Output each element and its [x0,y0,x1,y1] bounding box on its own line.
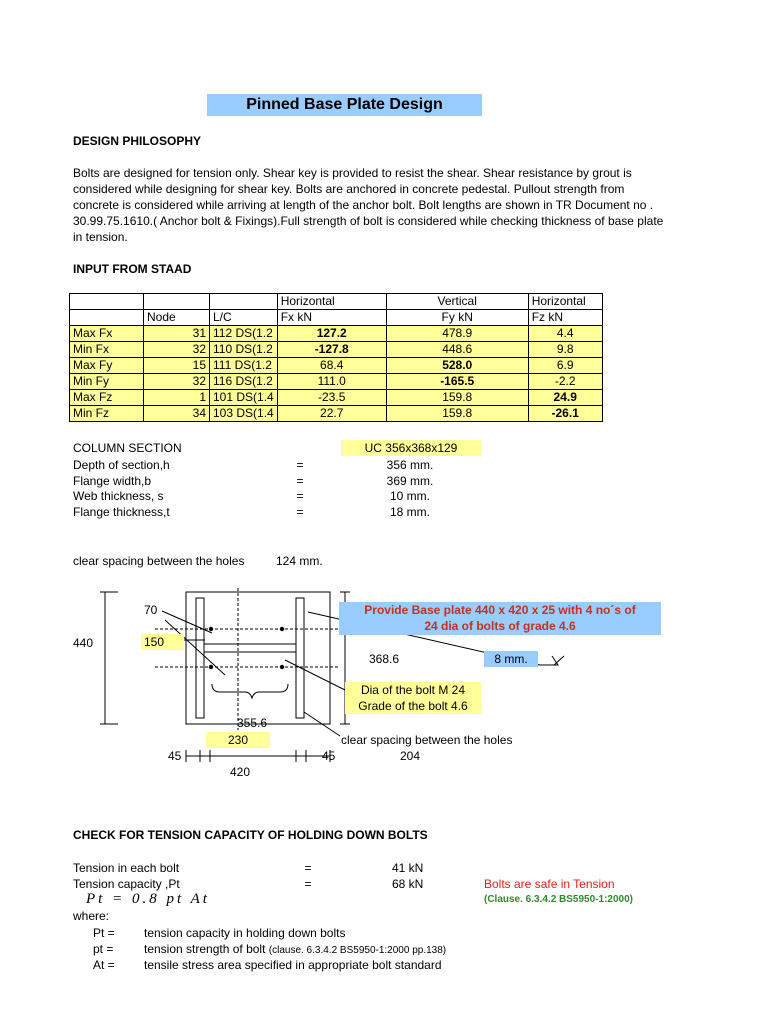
table-cell: 31 [144,326,210,342]
table-cell: Min Fz [70,406,144,422]
dim-230: 230 [206,732,270,748]
table-row [70,374,603,390]
table-header-cell: Fy kN [386,310,528,326]
design-philosophy-text: Bolts are designed for tension only. Shear key is provided to resist the shear. Shear resistance by grout is considered while designing for shear key. Bolts are anchored in concrete pedestal. Pullout strength from concrete is considered while arriving at length of the anchor bolt. Bolt lengths are shown in TR Document no . 30.99.75.1610.( Anchor bolt & Fixings).Full strength of bolt is considered while checking thickness of base plate in tension. [73,166,664,244]
prop-label: Flange thickness,t [73,505,170,519]
tension-formula: Pt = 0.8 pt At [86,891,210,907]
table-header-cell [144,294,210,310]
table-cell: 110 DS(1.2 [210,342,278,358]
table-cell: 528.0 [386,358,528,374]
column-flange-left [196,598,204,718]
weld-size: 8 mm. [484,651,538,667]
prop-eq: = [296,505,304,519]
table-cell: 112 DS(1.2 [210,326,278,342]
table-cell: Max Fx [70,326,144,342]
bolt-grade: Grade of the bolt 4.6 [358,699,468,713]
table-cell: 24.9 [528,390,602,406]
table-cell: 127.2 [277,326,386,342]
def-symbol: pt = [93,942,114,956]
prop-label: Web thickness, s [73,489,164,503]
prop-value: 10 mm. [389,489,430,503]
table-row [70,358,603,374]
tension-eq: = [304,861,312,875]
def-symbol: Pt = [93,926,115,940]
tension-heading: CHECK FOR TENSION CAPACITY OF HOLDING DOWN BOLTS [73,828,428,842]
bolt-info-box [345,682,481,714]
table-cell: 1 [144,390,210,406]
height-dimension [100,592,118,724]
prop-label: Depth of section,h [73,458,170,472]
weld-symbol [540,656,564,665]
dim-45-right: 45 [322,749,336,763]
loads-table [69,293,603,422]
def-clause: (clause. 6.3.4.2 BS5950-1:2000 pp.138) [268,945,447,956]
bolt-hole [209,627,213,631]
clear-spacing-bottom-value: 204 [400,749,421,763]
prop-value: 369 mm. [386,474,434,488]
table-header-cell [210,294,278,310]
column-flange-right [296,598,304,718]
table-header-cell: Horizontal [528,294,602,310]
spacing-brace [212,684,288,698]
design-philosophy-heading: DESIGN PHILOSOPHY [73,134,202,148]
def-symbol: At = [93,958,115,972]
table-header-row [70,294,603,310]
table-cell: 32 [144,342,210,358]
def-text: tension strength of bolt [144,942,266,956]
bolt-dia: Dia of the bolt M 24 [360,683,466,697]
tension-clause: (Clause. 6.3.4.2 BS5950-1:2000) [484,894,633,905]
def-text: tensile stress area specified in appropriate bolt standard [144,958,442,972]
table-cell: -23.5 [277,390,386,406]
table-header-cell: L/C [210,310,278,326]
dim-70: 70 [144,603,158,617]
table-cell: 116 DS(1.2 [210,374,278,390]
table-cell: Min Fy [70,374,144,390]
table-cell: -2.2 [528,374,602,390]
table-cell: Max Fy [70,358,144,374]
prop-value: 18 mm. [389,505,430,519]
tension-eq: = [304,877,312,891]
table-cell: 34 [144,406,210,422]
def-text-line [144,942,446,956]
table-cell: -165.5 [386,374,528,390]
where-label: where: [73,909,110,923]
clear-spacing-top-value: 124 mm. [276,554,323,568]
table-row [70,390,603,406]
dim-150: 150 [141,634,184,650]
tension-value: 68 kN [392,877,424,891]
dim-355: 355.6 [237,716,268,730]
column-section-value: UC 356x368x129 [341,440,481,456]
provide-line1: Provide Base plate 440 x 420 x 25 with 4 no´s of [364,603,636,617]
table-cell: -26.1 [528,406,602,422]
bottom-dimension [186,750,330,762]
table-cell: 4.4 [528,326,602,342]
table-header-cell: Fz kN [528,310,602,326]
tension-label: Tension capacity ,Pt [73,877,180,891]
table-cell: Min Fx [70,342,144,358]
table-cell: 111 DS(1.2 [210,358,278,374]
prop-eq: = [296,458,304,472]
bolt-hole [280,665,284,669]
table-header-cell [70,294,144,310]
table-cell: 9.8 [528,342,602,358]
table-header-cell [70,310,144,326]
table-cell: 103 DS(1.4 [210,406,278,422]
table-cell: 15 [144,358,210,374]
column-web [204,644,296,652]
bolt-hole [280,627,284,631]
table-header-cell: Node [144,310,210,326]
prop-eq: = [296,474,304,488]
table-cell: 32 [144,374,210,390]
clear-spacing-bottom-label: clear spacing between the holes [341,733,513,747]
dim-368: 368.6 [369,652,400,666]
leader-bolt [285,660,345,690]
table-row [70,342,603,358]
table-cell: -127.8 [277,342,386,358]
dim-440: 440 [73,636,94,650]
table-cell: 68.4 [277,358,386,374]
prop-eq: = [296,489,304,503]
tension-value: 41 kN [392,861,424,875]
table-cell: 22.7 [277,406,386,422]
tension-status: Bolts are safe in Tension [484,877,615,891]
table-cell: 478.9 [386,326,528,342]
table-cell: 6.9 [528,358,602,374]
table-cell: 111.0 [277,374,386,390]
table-cell: 101 DS(1.4 [210,390,278,406]
table-cell: 448.6 [386,342,528,358]
clear-spacing-label: clear spacing between the holes [73,554,245,568]
table-cell: 159.8 [386,390,528,406]
table-row [70,406,603,422]
provide-line2: 24 dia of bolts of grade 4.6 [424,619,576,633]
def-text: tension capacity in holding down bolts [144,926,346,940]
prop-value: 356 mm. [386,458,434,472]
prop-label: Flange width,b [73,474,152,488]
column-section-label: COLUMN SECTION [73,441,182,455]
tension-label: Tension in each bolt [73,861,180,875]
input-heading: INPUT FROM STAAD [73,262,192,276]
table-cell: Max Fz [70,390,144,406]
provide-base-plate-box [339,602,661,635]
bolt-hole [209,665,213,669]
page-title: Pinned Base Plate Design [207,94,482,116]
table-header-cell: Vertical [386,294,528,310]
dim-420: 420 [230,765,251,779]
table-cell: 159.8 [386,406,528,422]
table-header-cell: Fx kN [277,310,386,326]
table-row [70,326,603,342]
table-header-cell: Horizontal [277,294,386,310]
dim-45-left: 45 [168,749,182,763]
table-header-row [70,310,603,326]
centre-lines [155,588,340,730]
